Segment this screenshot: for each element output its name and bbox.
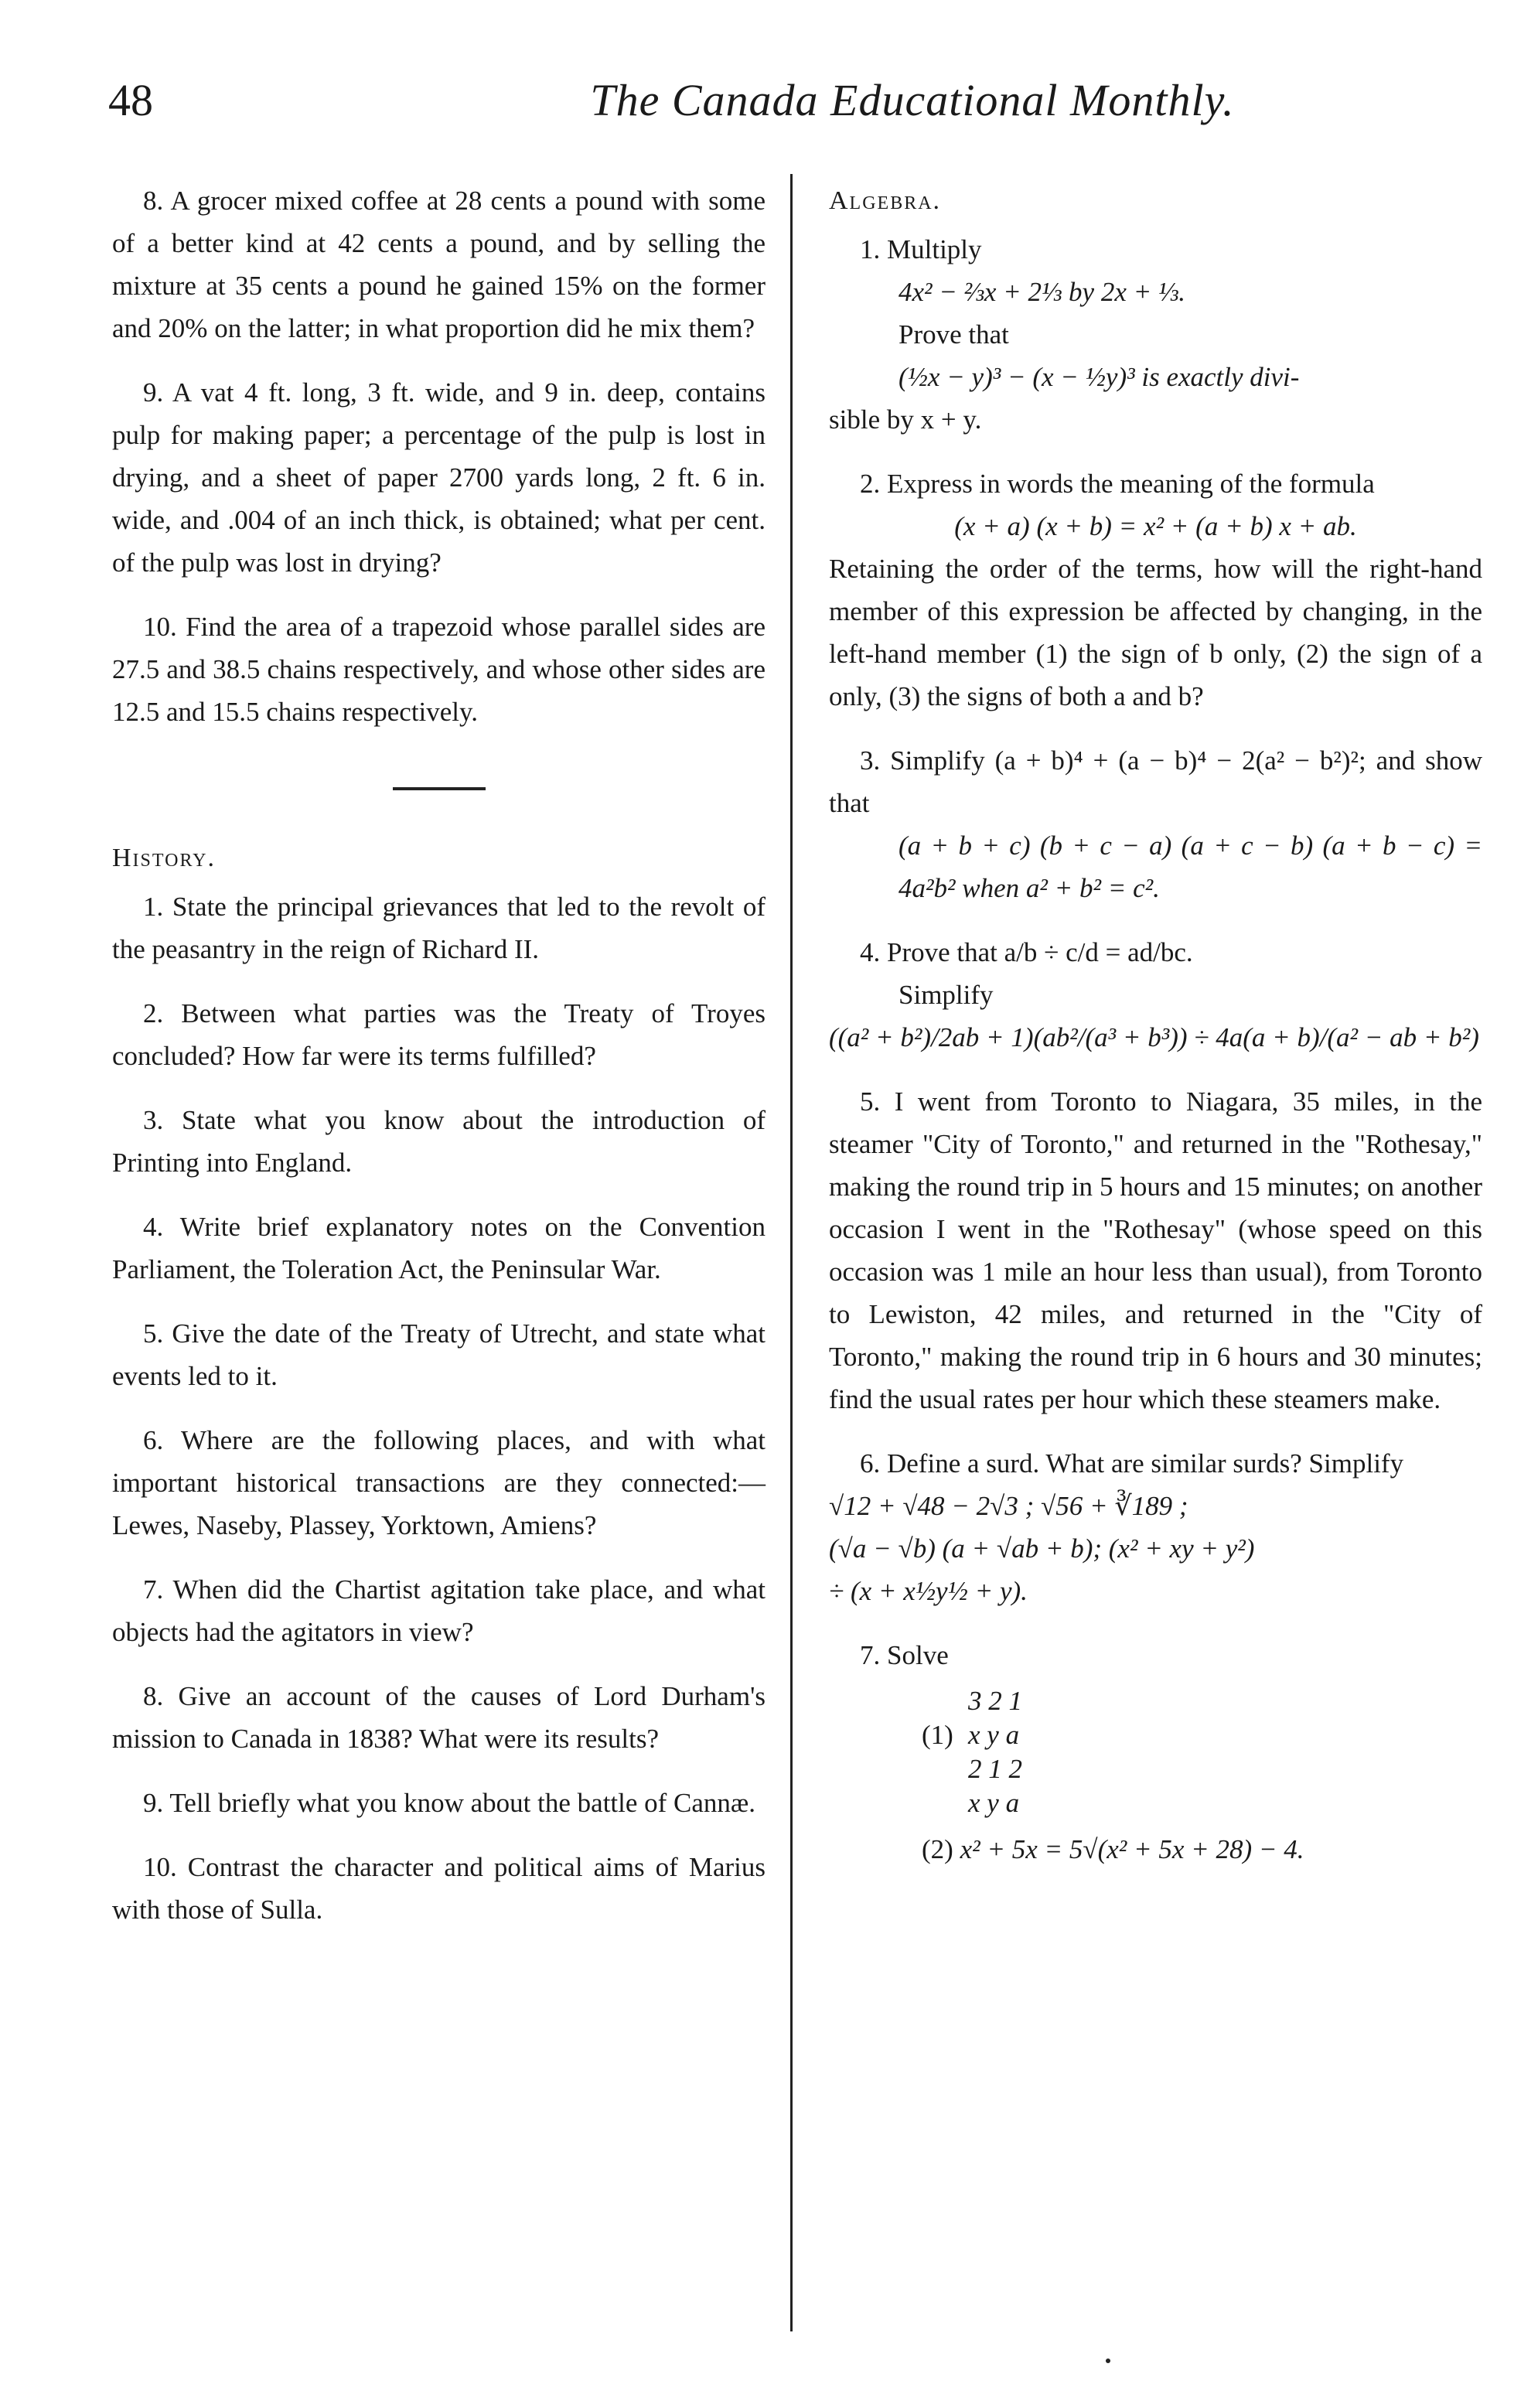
algebra-q6-expression-3: ÷ (x + x½y½ + y).	[829, 1576, 1028, 1606]
history-question-7: 7. When did the Chartist agitation take place, and what objects had the agitators in view?	[112, 1574, 766, 1647]
eq1-denominators: x y a	[968, 1720, 1020, 1750]
algebra-q7-equation-1	[922, 1684, 1482, 1820]
algebra-q1-label: 1. Multiply	[860, 234, 982, 264]
arith-question-9: 9. A vat 4 ft. long, 3 ft. wide, and 9 in. deep, contains pulp for making paper; a percentage of the pulp is lost in drying, and a sheet of paper 2700 yards long, 2 ft. 6 in. wide, and .004 of an inch thick, is obtained; what per cent. of the pulp was lost in drying?	[112, 377, 766, 578]
print-speck	[1106, 2359, 1110, 2363]
algebra-q2-formula: (x + a) (x + b) = x² + (a + b) x + ab.	[954, 511, 1357, 541]
arith-question-10: 10. Find the area of a trapezoid whose parallel sides are 27.5 and 38.5 chains respectively, and whose other sides are 12.5 and 15.5 chains respectively.	[112, 612, 766, 727]
algebra-q3-text: 3. Simplify (a + b)⁴ + (a − b)⁴ − 2(a² − b²)²; and show that	[829, 745, 1482, 818]
algebra-q5-text: 5. I went from Toronto to Niagara, 35 miles, in the steamer "City of Toronto," and returned in the "Rothesay," making the round trip in 5 hours and 15 minutes; on another occasion I went in the "Rothesay" (whose speed on this occasion was 1 mile an hour less than usual), from Toronto to Lewiston, 42 miles, and returned in the "City of Toronto," making the round trip in 6 hours and 30 minutes; find the usual rates per hour which these steamers make.	[829, 1086, 1482, 1414]
eq1-label: (1)	[922, 1720, 953, 1750]
page-number: 48	[108, 75, 153, 125]
eq2-label: (2)	[922, 1834, 953, 1864]
algebra-q2-text: 2. Express in words the meaning of the formula	[860, 469, 1375, 499]
eq1-numerators: 3 2 1	[968, 1686, 1022, 1716]
eq1b-numerators: 2 1 2	[968, 1754, 1022, 1784]
page-header	[108, 74, 1438, 144]
left-column	[112, 179, 766, 1953]
column-divider	[790, 174, 793, 2331]
algebra-heading: Algebra.	[829, 186, 942, 215]
algebra-q3-formula: (a + b + c) (b + c − a) (a + c − b) (a + b − c) = 4a²b² when a² + b² = c².	[899, 831, 1482, 903]
algebra-q6-expression-1: √12 + √48 − 2√3 ; √56 + ∛189 ;	[829, 1491, 1188, 1521]
eq1b-denominators: x y a	[968, 1788, 1020, 1818]
algebra-q4-simplify: Simplify	[899, 980, 994, 1010]
section-separator	[393, 787, 486, 790]
arith-question-8: 8. A grocer mixed coffee at 28 cents a pound with some of a better kind at 42 cents a pound, and by selling the mixture at 35 cents a pound he gained 15% on the former and 20% on the latter; in what proportion did he mix them?	[112, 186, 766, 343]
history-question-10: 10. Contrast the character and political aims of Marius with those of Sulla.	[112, 1852, 766, 1925]
algebra-q6-expression-2: (√a − √b) (a + √ab + b); (x² + xy + y²)	[829, 1533, 1255, 1564]
algebra-q2-rest: Retaining the order of the terms, how will the right-hand member of this expression be affected by changing, in the left-hand member (1) the sign of b only, (2) the sign of a only, (3) the signs of both a and b?	[829, 554, 1482, 711]
algebra-q1-expression: 4x² − ⅔x + 2⅓ by 2x + ⅓.	[899, 277, 1185, 307]
history-question-8: 8. Give an account of the causes of Lord Durham's mission to Canada in 1838? What were its results?	[112, 1681, 766, 1754]
algebra-q1-prove: Prove that	[899, 319, 1009, 350]
history-question-6: 6. Where are the following places, and with what important historical transactions are they connected:—Lewes, Naseby, Plassey, Yorktown, Amiens?	[112, 1425, 766, 1540]
algebra-q6-text: 6. Define a surd. What are similar surds? Simplify	[860, 1448, 1404, 1479]
eq2-expression: x² + 5x = 5√(x² + 5x + 28) − 4.	[960, 1834, 1304, 1864]
history-question-9: 9. Tell briefly what you know about the battle of Cannæ.	[143, 1788, 756, 1818]
history-question-3: 3. State what you know about the introduction of Printing into England.	[112, 1105, 766, 1178]
history-question-4: 4. Write brief explanatory notes on the Convention Parliament, the Toleration Act, the Peninsular War.	[112, 1212, 766, 1284]
history-question-1: 1. State the principal grievances that led to the revolt of the peasantry in the reign of Richard II.	[112, 892, 766, 964]
algebra-q1-tail: sible by x + y.	[829, 404, 982, 435]
algebra-q1-expression-2: (½x − y)³ − (x − ½y)³ is exactly divi-	[899, 362, 1300, 392]
running-title: The Canada Educational Monthly.	[590, 75, 1235, 125]
algebra-q4-text: 4. Prove that a/b ÷ c/d = ad/bc.	[860, 937, 1193, 967]
algebra-q7-equation-2	[829, 1828, 1482, 1871]
algebra-q4-expression: ((a² + b²)/2ab + 1)(ab²/(a³ + b³)) ÷ 4a(a + b)/(a² − ab + b²)	[829, 1022, 1479, 1052]
history-question-2: 2. Between what parties was the Treaty of Troyes concluded? How far were its terms fulfilled?	[112, 998, 766, 1071]
history-question-5: 5. Give the date of the Treaty of Utrecht, and state what events led to it.	[112, 1318, 766, 1391]
history-heading: History.	[112, 844, 216, 872]
right-column	[829, 179, 1482, 1871]
algebra-q7-label: 7. Solve	[860, 1640, 949, 1670]
